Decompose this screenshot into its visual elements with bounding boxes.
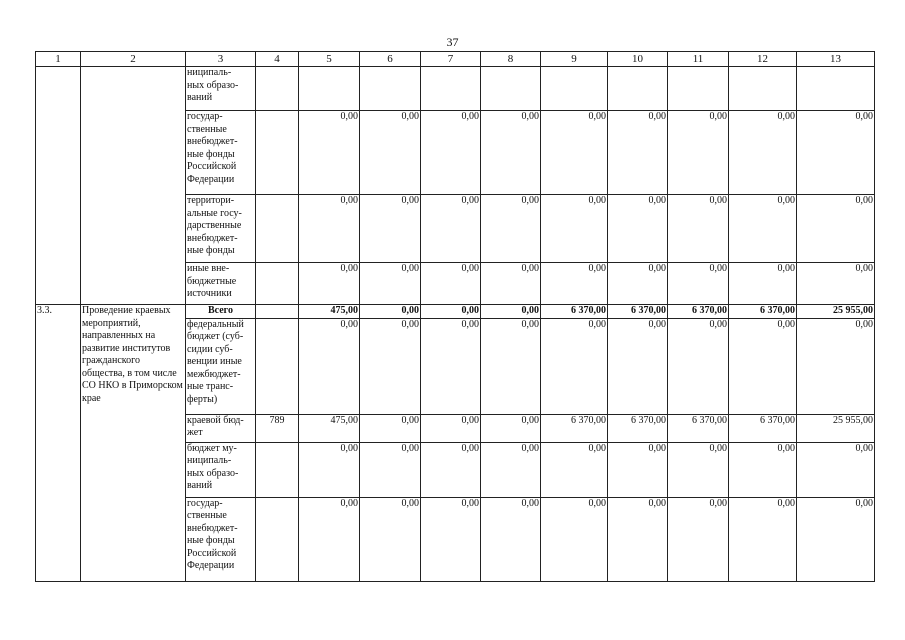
value-cell-col-13: 0,00	[797, 195, 875, 263]
value-cell-col-9: 6 370,00	[541, 305, 608, 319]
code-cell	[256, 67, 299, 111]
value-cell-col-9: 0,00	[541, 111, 608, 195]
value-cell-col-7: 0,00	[421, 318, 481, 414]
funding-source-cell: ниципаль- ных образо- ваний	[186, 67, 256, 111]
value-cell-col-10: 0,00	[608, 111, 668, 195]
value-cell-col-6	[360, 67, 421, 111]
value-cell-col-11: 0,00	[668, 263, 729, 305]
column-number-6: 6	[360, 52, 421, 67]
value-cell-col-6: 0,00	[360, 318, 421, 414]
code-cell	[256, 497, 299, 581]
value-cell-col-8: 0,00	[481, 305, 541, 319]
funding-source-cell: Всего	[186, 305, 256, 319]
value-cell-col-6: 0,00	[360, 111, 421, 195]
value-cell-col-7	[421, 67, 481, 111]
value-cell-col-5: 0,00	[299, 442, 360, 497]
value-cell-col-9: 6 370,00	[541, 414, 608, 442]
value-cell-col-10: 6 370,00	[608, 414, 668, 442]
value-cell-col-12: 0,00	[729, 111, 797, 195]
value-cell-col-6: 0,00	[360, 442, 421, 497]
item-number-cell: 3.3.	[36, 305, 81, 582]
value-cell-col-10: 6 370,00	[608, 305, 668, 319]
value-cell-col-12	[729, 67, 797, 111]
value-cell-col-11: 0,00	[668, 318, 729, 414]
value-cell-col-8: 0,00	[481, 442, 541, 497]
value-cell-col-5	[299, 67, 360, 111]
value-cell-col-5: 0,00	[299, 195, 360, 263]
value-cell-col-9	[541, 67, 608, 111]
column-number-9: 9	[541, 52, 608, 67]
code-cell	[256, 442, 299, 497]
value-cell-col-9: 0,00	[541, 195, 608, 263]
funding-source-cell: государ- ственные внебюджет- ные фонды Российской Федерации	[186, 497, 256, 581]
value-cell-col-12: 0,00	[729, 497, 797, 581]
code-cell	[256, 318, 299, 414]
value-cell-col-11: 6 370,00	[668, 414, 729, 442]
value-cell-col-13: 0,00	[797, 442, 875, 497]
value-cell-col-7: 0,00	[421, 414, 481, 442]
value-cell-col-5: 475,00	[299, 414, 360, 442]
table-row	[36, 305, 875, 319]
funding-source-cell: бюджет му- ниципаль- ных образо- ваний	[186, 442, 256, 497]
value-cell-col-5: 0,00	[299, 497, 360, 581]
value-cell-col-11: 0,00	[668, 442, 729, 497]
column-number-5: 5	[299, 52, 360, 67]
value-cell-col-6: 0,00	[360, 497, 421, 581]
value-cell-col-13	[797, 67, 875, 111]
column-number-13: 13	[797, 52, 875, 67]
budget-table	[35, 51, 875, 582]
code-cell	[256, 305, 299, 319]
item-number-cell	[36, 67, 81, 305]
value-cell-col-5: 0,00	[299, 111, 360, 195]
value-cell-col-11: 6 370,00	[668, 305, 729, 319]
value-cell-col-7: 0,00	[421, 111, 481, 195]
value-cell-col-12: 0,00	[729, 195, 797, 263]
funding-source-cell: иные вне- бюджетные источники	[186, 263, 256, 305]
value-cell-col-13: 0,00	[797, 318, 875, 414]
column-number-10: 10	[608, 52, 668, 67]
item-title-cell: Проведение краевых мероприятий, направленных на развитие институтов гражданского общества, в том числе СО НКО в Приморском крае	[81, 305, 186, 582]
value-cell-col-8: 0,00	[481, 318, 541, 414]
value-cell-col-12: 0,00	[729, 318, 797, 414]
value-cell-col-8: 0,00	[481, 497, 541, 581]
value-cell-col-12: 6 370,00	[729, 414, 797, 442]
value-cell-col-8: 0,00	[481, 263, 541, 305]
value-cell-col-9: 0,00	[541, 442, 608, 497]
value-cell-col-7: 0,00	[421, 305, 481, 319]
value-cell-col-5: 475,00	[299, 305, 360, 319]
value-cell-col-12: 0,00	[729, 263, 797, 305]
value-cell-col-6: 0,00	[360, 195, 421, 263]
funding-source-cell: территори- альные госу- дарственные внебюджет- ные фонды	[186, 195, 256, 263]
value-cell-col-13: 0,00	[797, 263, 875, 305]
value-cell-col-7: 0,00	[421, 263, 481, 305]
value-cell-col-7: 0,00	[421, 497, 481, 581]
code-cell: 789	[256, 414, 299, 442]
value-cell-col-8: 0,00	[481, 195, 541, 263]
value-cell-col-6: 0,00	[360, 263, 421, 305]
value-cell-col-12: 0,00	[729, 442, 797, 497]
column-number-7: 7	[421, 52, 481, 67]
value-cell-col-10: 0,00	[608, 318, 668, 414]
column-number-4: 4	[256, 52, 299, 67]
value-cell-col-8	[481, 67, 541, 111]
value-cell-col-5: 0,00	[299, 263, 360, 305]
funding-source-cell: краевой бюд- жет	[186, 414, 256, 442]
item-title-cell	[81, 67, 186, 305]
value-cell-col-6: 0,00	[360, 305, 421, 319]
value-cell-col-10: 0,00	[608, 195, 668, 263]
value-cell-col-12: 6 370,00	[729, 305, 797, 319]
value-cell-col-11: 0,00	[668, 195, 729, 263]
value-cell-col-13: 25 955,00	[797, 305, 875, 319]
value-cell-col-8: 0,00	[481, 414, 541, 442]
value-cell-col-9: 0,00	[541, 497, 608, 581]
value-cell-col-9: 0,00	[541, 318, 608, 414]
value-cell-col-11	[668, 67, 729, 111]
value-cell-col-10	[608, 67, 668, 111]
column-number-11: 11	[668, 52, 729, 67]
value-cell-col-13: 25 955,00	[797, 414, 875, 442]
code-cell	[256, 111, 299, 195]
column-number-2: 2	[81, 52, 186, 67]
page-number: 37	[446, 35, 459, 49]
value-cell-col-13: 0,00	[797, 497, 875, 581]
code-cell	[256, 263, 299, 305]
column-number-3: 3	[186, 52, 256, 67]
column-number-12: 12	[729, 52, 797, 67]
value-cell-col-7: 0,00	[421, 195, 481, 263]
column-number-8: 8	[481, 52, 541, 67]
value-cell-col-5: 0,00	[299, 318, 360, 414]
column-number-row	[36, 52, 875, 67]
funding-source-cell: государ- ственные внебюджет- ные фонды Российской Федерации	[186, 111, 256, 195]
value-cell-col-11: 0,00	[668, 497, 729, 581]
value-cell-col-9: 0,00	[541, 263, 608, 305]
value-cell-col-6: 0,00	[360, 414, 421, 442]
value-cell-col-13: 0,00	[797, 111, 875, 195]
value-cell-col-10: 0,00	[608, 442, 668, 497]
value-cell-col-10: 0,00	[608, 497, 668, 581]
value-cell-col-11: 0,00	[668, 111, 729, 195]
code-cell	[256, 195, 299, 263]
funding-source-cell: федеральный бюджет (суб- сидии суб- венции иные межбюджет- ные транс- ферты)	[186, 318, 256, 414]
value-cell-col-7: 0,00	[421, 442, 481, 497]
column-number-1: 1	[36, 52, 81, 67]
value-cell-col-8: 0,00	[481, 111, 541, 195]
value-cell-col-10: 0,00	[608, 263, 668, 305]
table-row	[36, 67, 875, 111]
